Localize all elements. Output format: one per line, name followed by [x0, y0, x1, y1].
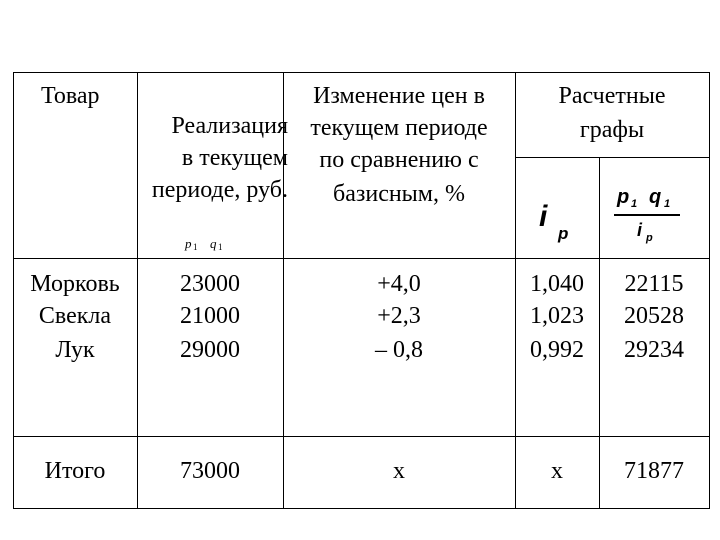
header-sales-line-1: Реализация [171, 113, 288, 139]
header-sales-line-2: в текущем [181, 145, 288, 171]
header-bottom-line [13, 258, 710, 259]
cell-sales: 23000 [180, 271, 240, 297]
header-calc-line-2: графы [579, 117, 645, 143]
header-sales-line-3: периоде, руб. [151, 177, 288, 203]
formula-p: p [185, 236, 192, 251]
formula-q: q [210, 236, 217, 251]
formula-p-sub: 1 [193, 242, 198, 252]
cell-change: +2,3 [377, 303, 421, 329]
cell-index: 0,992 [530, 337, 584, 363]
header-change-line-1: Изменение цен в [313, 83, 485, 109]
formula-ip-i: i [539, 200, 548, 233]
cell-change: +4,0 [377, 271, 421, 297]
table-border-right [709, 72, 710, 509]
total-index: х [551, 458, 563, 484]
total-calc: 71877 [624, 458, 684, 484]
cell-calc: 22115 [624, 271, 684, 297]
ratio-i-sub: p [646, 232, 653, 244]
cell-calc: 20528 [624, 303, 684, 329]
total-sales: 73000 [180, 458, 240, 484]
table-border-top [13, 72, 710, 73]
cell-change: – 0,8 [375, 337, 423, 363]
cell-sales: 21000 [180, 303, 240, 329]
formula-ip-sub: p [558, 224, 569, 243]
cell-product: Свекла [38, 303, 112, 329]
formula-q-sub: 1 [218, 242, 223, 252]
header-calc-line-1: Расчетные [558, 83, 666, 109]
ratio-p-sub: 1 [631, 198, 638, 210]
header-change-line-2: текущем периоде [310, 115, 488, 141]
cell-index: 1,040 [530, 271, 584, 297]
table-border-bottom [13, 508, 710, 509]
ratio-p: p [617, 186, 630, 208]
ratio-q-sub: 1 [664, 198, 671, 210]
header-change-line-4: базисным, % [333, 181, 465, 207]
ratio-fraction-bar [614, 214, 680, 216]
header-product: Товар [41, 83, 100, 109]
total-label: Итого [44, 458, 106, 484]
cell-calc: 29234 [624, 337, 684, 363]
ratio-i: i [637, 220, 643, 240]
ratio-q: q [649, 186, 662, 208]
header-change-line-3: по сравнению с [319, 147, 479, 173]
cell-index: 1,023 [530, 303, 584, 329]
cell-sales: 29000 [180, 337, 240, 363]
cell-product: Морковь [30, 271, 120, 297]
total-change: х [393, 458, 405, 484]
cell-product: Лук [55, 337, 95, 363]
total-row-line [13, 436, 710, 437]
calc-header-line [515, 157, 710, 158]
